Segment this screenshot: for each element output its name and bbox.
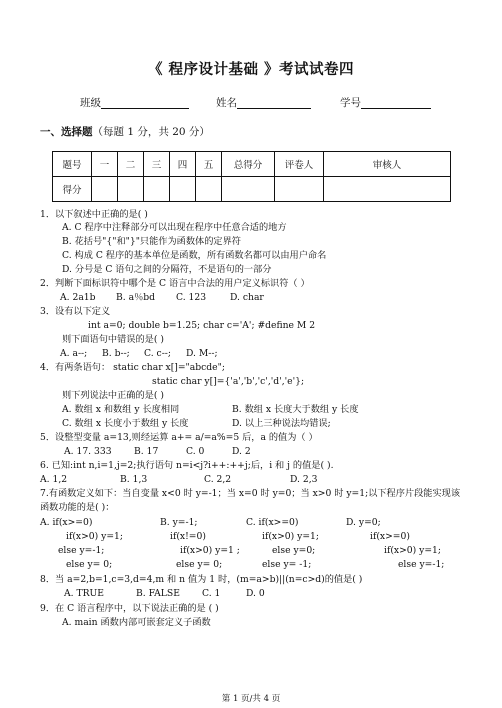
score-header-cell: 三: [144, 152, 170, 177]
question-7-option-d-line4: else y=-1;: [398, 559, 445, 570]
question-1-option-c: C. 构成 C 程序的基本单位是函数，所有函数名都可以由用户命名: [62, 250, 327, 261]
question-7-option-a-line4: else y= 0;: [66, 559, 113, 570]
score-header-cell: 总得分: [222, 152, 275, 177]
question-3-stem: 3．设有以下定义: [40, 306, 111, 317]
score-cell[interactable]: [170, 177, 196, 202]
question-8-option-c: C. 1: [202, 588, 221, 599]
question-2-option-c: C. 123: [176, 292, 207, 303]
question-7-stem-cont: 函数功能的是( )：: [40, 502, 115, 513]
question-3-option-d: D. M--;: [186, 348, 218, 359]
question-2-option-d: D. char: [230, 292, 264, 303]
page-title: 《 程序设计基础 》考试试卷四: [147, 61, 355, 78]
question-3-option-b: B. b--;: [102, 348, 130, 359]
question-7-option-c-line2: if(x>0) y=1;: [262, 531, 319, 542]
score-header-cell: 题号: [53, 152, 92, 177]
score-header-cell: 审核人: [324, 152, 451, 177]
question-5-option-b: B. 17: [134, 446, 159, 457]
question-6-option-b: B. 1,3: [120, 474, 148, 485]
id-field: [340, 97, 431, 109]
question-3-option-c: C. c--;: [144, 348, 171, 359]
question-1-option-a: A. C 程序中注释部分可以出现在程序中任意合适的地方: [62, 222, 287, 233]
question-2-stem: 2．判断下面标识符中哪个是 C 语言中合法的用户定义标识符（ ）: [40, 278, 310, 289]
question-1-option-d: D. 分号是 C 语句之间的分隔符，不是语句的一部分: [62, 264, 272, 275]
question-3-prompt: 则下面语句中错误的是( ): [62, 334, 164, 345]
question-4-option-c: C. 数组 x 长度小于数组 y 长度: [62, 418, 189, 429]
question-7-option-b-line3: if(x>0) y=1 ;: [180, 545, 240, 556]
class-field: [80, 97, 189, 109]
question-7-option-d-line2: if(x>=0): [370, 531, 410, 542]
question-7-option-b-line1: B. y=-1;: [160, 517, 198, 528]
question-7-option-a-line2: if(x>0) y=1;: [66, 531, 123, 542]
score-cell[interactable]: [196, 177, 222, 202]
question-8-option-a: A. TRUE: [64, 588, 104, 599]
question-2-option-b: B. a％bd: [116, 292, 156, 303]
question-2-option-a: A. 2a1b: [60, 292, 96, 303]
question-6-option-a: A. 1,2: [40, 474, 68, 485]
question-3-option-a: A. a--;: [60, 348, 88, 359]
question-1-option-b: B. 花括号"{"和"}"只能作为函数体的定界符: [62, 236, 241, 247]
question-5-option-d: D. 2: [232, 446, 251, 457]
question-1-stem: 1．以下叙述中正确的是( ): [40, 209, 148, 220]
question-7-option-d-line1: D. y=0;: [346, 517, 381, 528]
score-cell[interactable]: [92, 177, 118, 202]
question-4-line2: static char y[]={'a','b','c','d','e'};: [152, 376, 305, 387]
question-7-option-c-line4: else y= -1;: [262, 559, 312, 570]
question-4-stem: 4．有两条语句： static char x[]="abcde";: [40, 362, 225, 373]
question-7-option-b-line2: if(x!=0): [170, 531, 206, 542]
score-header-cell: 五: [196, 152, 222, 177]
question-9-option-a: A. main 函数内部可嵌套定义子函数: [62, 617, 211, 628]
score-cell[interactable]: [222, 177, 275, 202]
question-4-option-a: A. 数组 x 和数组 y 长度相同: [62, 404, 180, 415]
question-6-option-c: C. 2,2: [204, 474, 232, 485]
score-cell[interactable]: [118, 177, 144, 202]
score-header-cell: 四: [170, 152, 196, 177]
score-cell[interactable]: [275, 177, 324, 202]
score-table-score-row: [53, 177, 451, 202]
id-blank: [361, 97, 431, 109]
name-blank: [237, 97, 311, 109]
name-field: [216, 97, 311, 109]
question-7-option-b-line4: else y= 0;: [176, 559, 223, 570]
page-footer: 第 1 页/共 4 页: [221, 694, 281, 704]
question-7-option-a-line1: A. if(x>=0): [40, 517, 93, 528]
question-7-option-c-line3: else y=0;: [272, 545, 316, 556]
section-note: （每题 1 分，共 20 分）: [92, 126, 210, 138]
id-label: 学号: [340, 97, 361, 109]
question-4-option-d: D. 以上三种说法均错误;: [232, 418, 331, 429]
score-cell[interactable]: [324, 177, 451, 202]
question-5-option-a: A. 17. 333: [64, 446, 112, 457]
question-8-option-b: B. FALSE: [136, 588, 180, 599]
question-5-stem: 5．设整型变量 a=13,则经运算 a+= a/=a%=5 后，a 的值为（ ）: [40, 432, 318, 443]
score-table: [52, 151, 451, 202]
question-4-option-b: B. 数组 x 长度大于数组 y 长度: [232, 404, 359, 415]
score-header-cell: 评卷人: [275, 152, 324, 177]
score-header-cell: 一: [92, 152, 118, 177]
score-row-label: 得分: [53, 177, 92, 202]
score-table-header-row: [53, 152, 451, 177]
name-label: 姓名: [216, 97, 237, 109]
score-cell[interactable]: [144, 177, 170, 202]
class-label: 班级: [80, 97, 101, 109]
question-7-option-a-line3: else y=-1;: [58, 545, 105, 556]
question-6-option-d: D. 2,3: [290, 474, 318, 485]
question-8-option-d: D. 0: [246, 588, 265, 599]
section-heading: [40, 126, 210, 138]
section-number: 一、: [40, 126, 61, 138]
section-name: 选择题: [61, 126, 93, 138]
question-7-stem: 7.有函数定义如下：当自变量 x<0 时 y=-1；当 x=0 时 y=0；当 x>0 时 y=1;以下程序片段能实现该: [40, 488, 461, 499]
question-4-prompt: 则下列说法中正确的是( ): [62, 390, 164, 401]
score-header-cell: 二: [118, 152, 144, 177]
question-6-stem: 6. 已知:int n,i=1,j=2;执行语句 n=i<j?i++:++j;后，i 和 j 的值是( ).: [40, 460, 334, 471]
question-7-option-c-line1: C. if(x>=0): [246, 517, 299, 528]
question-5-option-c: C. 0: [186, 446, 205, 457]
question-7-option-d-line3: if(x>0) y=1;: [384, 545, 441, 556]
question-9-stem: 9．在 C 语言程序中，以下说法正确的是 ( ): [40, 603, 219, 614]
class-blank: [101, 97, 189, 109]
question-8-stem: 8．当 a=2,b=1,c=3,d=4,m 和 n 值为 1 时，(m=a>b)||(n=c>d)的值是( ): [40, 574, 363, 585]
question-3-code: int a=0; double b=1.25; char c='A'; #define M 2: [88, 320, 316, 331]
